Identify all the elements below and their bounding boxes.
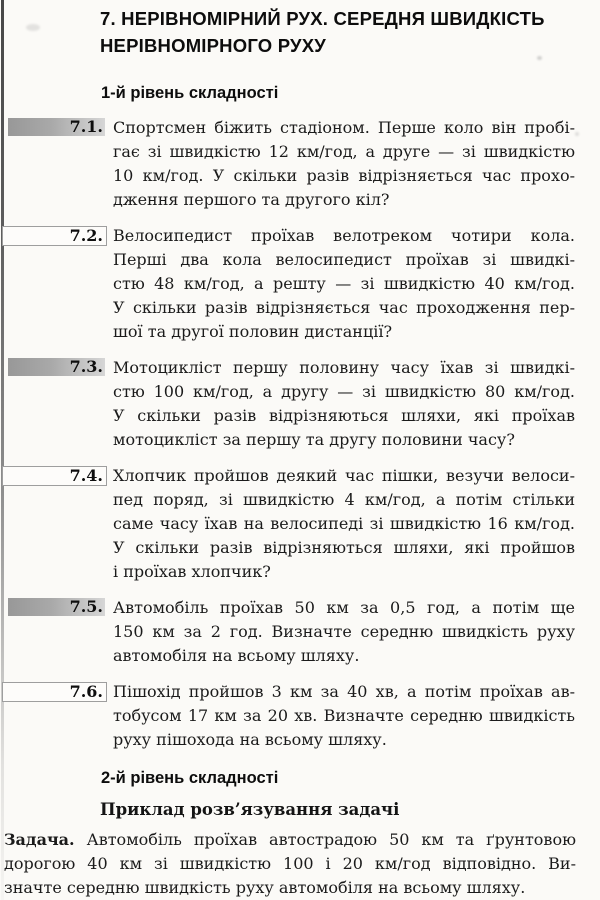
level2-heading: 2-й рівень складності: [101, 769, 279, 787]
problem-item: [69, 464, 575, 584]
problem-text-line: стю 100 км/год, а другу — зі швидкістю 80 км/год.: [113, 382, 575, 401]
problem-item: [69, 224, 575, 344]
problem-text-line: У скільки разів відрізняється час проходження пер-: [113, 298, 575, 317]
problem-text-line: Пішохід пройшов 3 км за 40 хв, а потім проїхав ав-: [113, 682, 575, 701]
problem-text-line: У скільки разів відрізняються шляхи, які пройшов: [113, 538, 575, 557]
example-label: Задача.: [4, 830, 75, 849]
problem-number-plate: 7.3.: [8, 358, 105, 376]
problem-item: [69, 680, 575, 752]
problem-text-line: шої та другої половин дистанції?: [113, 322, 393, 341]
problem-text: [113, 116, 575, 212]
problem-text-line: гає зі швидкістю 12 км/год, а друге — зі швидкістю: [113, 142, 575, 161]
problem-text-line: Автомобіль проїхав 50 км за 0,5 год, а потім ще: [113, 598, 575, 617]
problem-text: [113, 680, 575, 752]
chapter-title-line1: 7. НЕРІВНОМІРНИЙ РУХ. СЕРЕДНЯ ШВИДКІСТЬ: [100, 8, 545, 29]
problem-text: [113, 596, 575, 668]
example-heading: Приклад розв’язування задачі: [100, 800, 400, 819]
problem-number-plate: 7.5.: [8, 598, 105, 616]
level1-heading: 1-й рівень складності: [101, 84, 279, 102]
problem-text-line: руху пішохода на всьому шляху.: [113, 730, 387, 749]
problem-text-line: 150 км за 2 год. Визначте середню швидкість руху: [113, 622, 575, 641]
problem-text: [113, 224, 575, 344]
problem-text-line: і проїхав хлопчик?: [113, 562, 271, 581]
problem-text-line: стю 48 км/год, а решту — зі швидкістю 40 км/год.: [113, 274, 575, 293]
problem-text-line: Хлопчик пройшов деякий час пішки, везучи велоси-: [113, 466, 575, 485]
problem-text-line: У скільки разів відрізняються шляхи, які проїхав: [113, 406, 575, 425]
problem-item: [69, 596, 575, 668]
problem-text-line: мотоцикліст за першу та другу половини часу?: [113, 430, 515, 449]
problem-text-line: Велосипедист проїхав велотреком чотири кола.: [113, 226, 575, 245]
problem-text-line: автомобіля на всьому шляху.: [113, 646, 360, 665]
problem-text-line: тобусом 17 км за 20 хв. Визначте середню швидкість: [113, 706, 575, 725]
problem-text-line: саме часу їхав на велосипеді зі швидкістю 16 км/год.: [113, 514, 575, 533]
problem-text-line: пед поряд, зі швидкістю 4 км/год, а потім стільки: [113, 490, 575, 509]
problem-list: [0, 116, 600, 764]
example-text-line: [4, 828, 576, 852]
problem-number-plate: 7.4.: [2, 466, 107, 486]
problem-text-line: Спортсмен біжить стадіоном. Перше коло він пробі-: [113, 118, 575, 137]
problem-number-plate: 7.6.: [2, 682, 107, 702]
example-problem: [4, 828, 576, 900]
problem-item: [69, 116, 575, 212]
problem-text-line: 10 км/год. У скільки разів відрізняється час прохо-: [113, 166, 575, 185]
example-text-line: дорогою 40 км зі швидкістю 100 і 20 км/год відповідно. Ви-: [4, 854, 576, 873]
problem-text-line: Перші два кола велосипедист проїхав зі швидкі-: [113, 250, 575, 269]
problem-text: [113, 464, 575, 584]
example-text-line: значте середню швидкість руху автомобіля на всьому шляху.: [4, 878, 526, 897]
problem-text-line: Мотоцикліст першу половину часу їхав зі швидкі-: [113, 358, 575, 377]
problem-item: [69, 356, 575, 452]
problem-text-line: дження першого та другого кіл?: [113, 190, 390, 209]
scan-noise: [26, 24, 40, 31]
problem-number-plate: 7.1.: [8, 118, 105, 136]
problem-text: [113, 356, 575, 452]
problem-number-plate: 7.2.: [2, 226, 107, 246]
chapter-title: [100, 5, 545, 59]
example-line-text: Автомобіль проїхав автострадою 50 км та ґрунтовою: [86, 830, 577, 849]
chapter-title-line2: НЕРІВНОМІРНОГО РУХУ: [100, 35, 326, 56]
